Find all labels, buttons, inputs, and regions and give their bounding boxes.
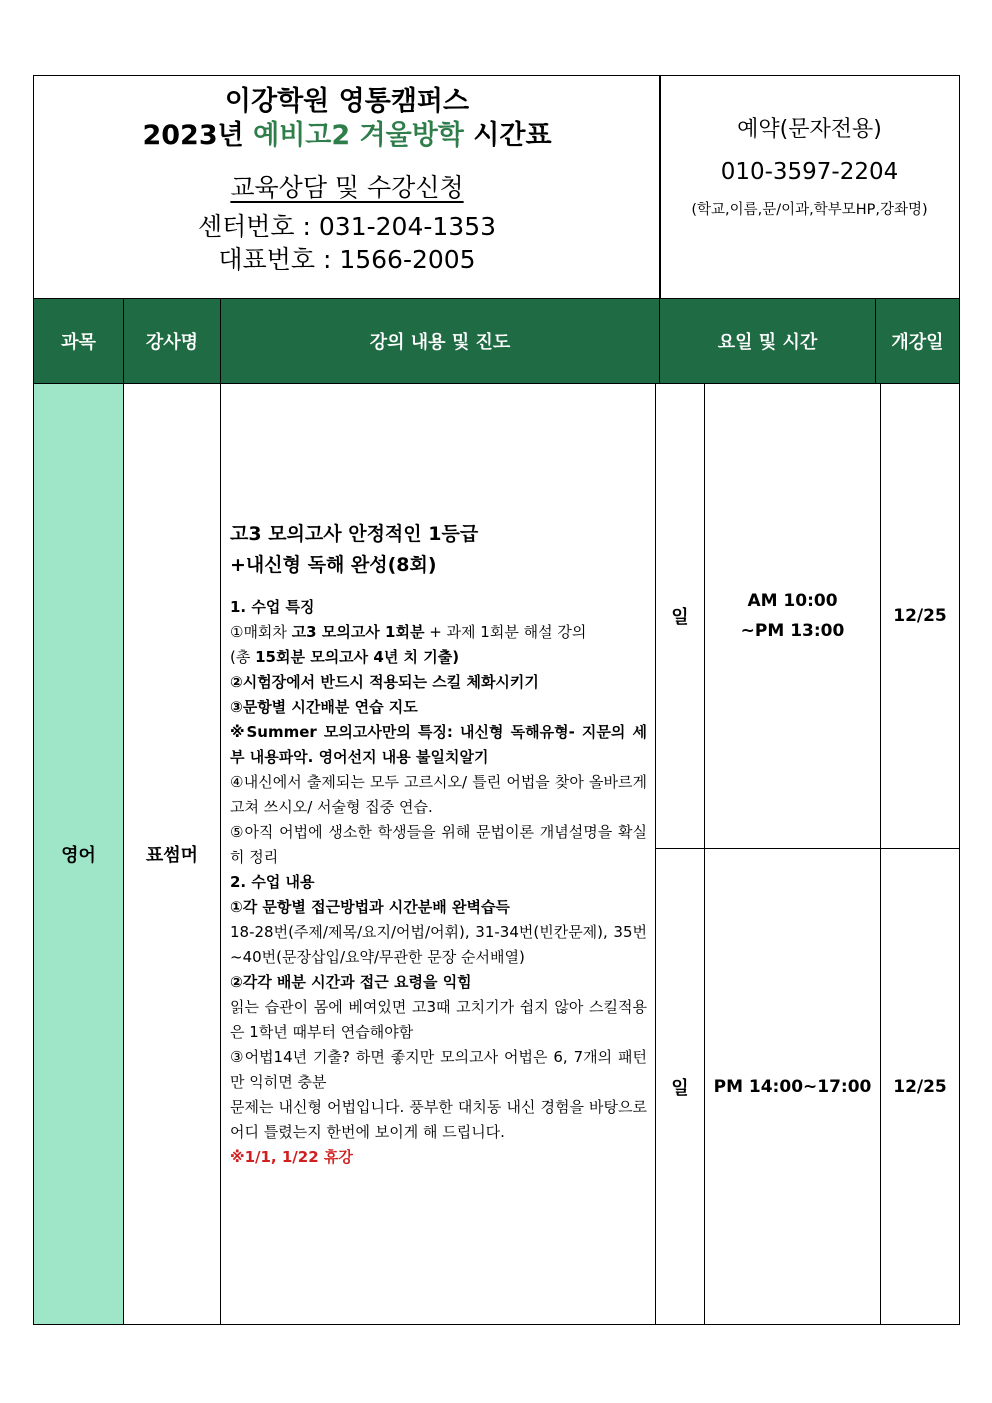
holiday-note: ※1/1, 1/22 휴강 — [230, 1148, 353, 1166]
content-line: ②시험장에서 반드시 적용되는 스킬 체화시키기 — [230, 673, 539, 691]
main-phone: 대표번호 : 1566-2005 — [218, 245, 476, 274]
th-content: 강의 내용 및 진도 — [220, 298, 660, 384]
content-line: ③어법14년 기출? 하면 좋지만 모의고사 어법은 6, 7개의 패턴만 익히면 충분 — [230, 1048, 647, 1091]
session2-time: PM 14:00~17:00 — [704, 848, 881, 1325]
title-suffix: 시간표 — [473, 120, 552, 151]
content-line: ⑤아직 어법에 생소한 학생들을 위해 문법이론 개념설명을 확실히 정리 — [230, 823, 647, 866]
course-content — [221, 384, 655, 1170]
content-line: 읽는 습관이 몸에 베여있면 고3때 고치기가 쉽지 않아 스킬적용은 1학년 때부터 연습해야함 — [230, 998, 647, 1041]
reservation-note: (학교,이름,문/이과,학부모HP,강좌명) — [691, 202, 928, 218]
th-subject: 과목 — [33, 298, 124, 384]
session1-day: 일 — [655, 383, 705, 849]
teacher-cell — [123, 383, 221, 1325]
reservation-phone: 010-3597-2204 — [720, 159, 899, 185]
center-phone: 센터번호 : 031-204-1353 — [197, 212, 497, 241]
section2-heading: 2. 수업 내용 — [230, 873, 315, 891]
reservation-box — [661, 115, 958, 245]
session1-time: AM 10:00 ~PM 13:00 — [704, 383, 881, 849]
content-line: ①각 문항별 접근방법과 시간분배 완벽습득 — [230, 898, 510, 916]
title-year: 2023년 — [142, 120, 244, 151]
th-teacher: 강사명 — [123, 298, 221, 384]
content-line: (총 15회분 모의고사 4년 치 기출) — [230, 648, 460, 666]
session1-start: 12/25 — [880, 383, 960, 849]
title-course: 예비고2 겨울방학 — [253, 120, 464, 151]
reservation-label: 예약(문자전용) — [737, 117, 882, 142]
th-schedule: 요일 및 시간 — [659, 298, 876, 384]
content-line: ③문항별 시간배분 연습 지도 — [230, 698, 418, 716]
teacher-text: 표썸머 — [145, 845, 199, 866]
header-left — [35, 85, 659, 293]
content-cell — [220, 383, 656, 1325]
content-line: ④내신에서 출제되는 모두 고르시오/ 틀린 어법을 찾아 올바르게 고쳐 쓰시오/ 서술형 집중 연습. — [230, 773, 647, 816]
content-line: ※Summer 모의고사만의 특징: 내신형 독해유형- 지문의 세부 내용파악. 영어선지 내용 불일치알기 — [230, 723, 647, 766]
course-title: 고3 모의고사 안정적인 1등급 +내신형 독해 완성(8회) — [230, 523, 479, 576]
section1-heading: 1. 수업 특징 — [230, 598, 315, 616]
title-line2 — [142, 119, 551, 153]
subject-cell — [33, 383, 124, 1325]
th-start: 개강일 — [875, 298, 960, 384]
content-line: 문제는 내신형 어법입니다. 풍부한 대치동 내신 경험을 바탕으로 어디 틀렸는지 한번에 보이게 해 드립니다. — [230, 1098, 647, 1141]
consult-label: 교육상담 및 수강신청 — [230, 173, 464, 202]
content-line: ①매회차 고3 모의고사 1회분 + 과제 1회분 해설 강의 — [230, 623, 587, 641]
title-line1: 이강학원 영통캠퍼스 — [224, 86, 470, 117]
content-line: 18-28번(주제/제목/요지/어법/어휘), 31-34번(빈칸문제), 35번~40번(문장삽입/요약/무관한 문장 순서배열) — [230, 923, 647, 966]
session2-day: 일 — [655, 848, 705, 1325]
session2-start: 12/25 — [880, 848, 960, 1325]
content-line: ②각각 배분 시간과 접근 요령을 익힘 — [230, 973, 472, 991]
subject-text: 영어 — [61, 845, 96, 866]
